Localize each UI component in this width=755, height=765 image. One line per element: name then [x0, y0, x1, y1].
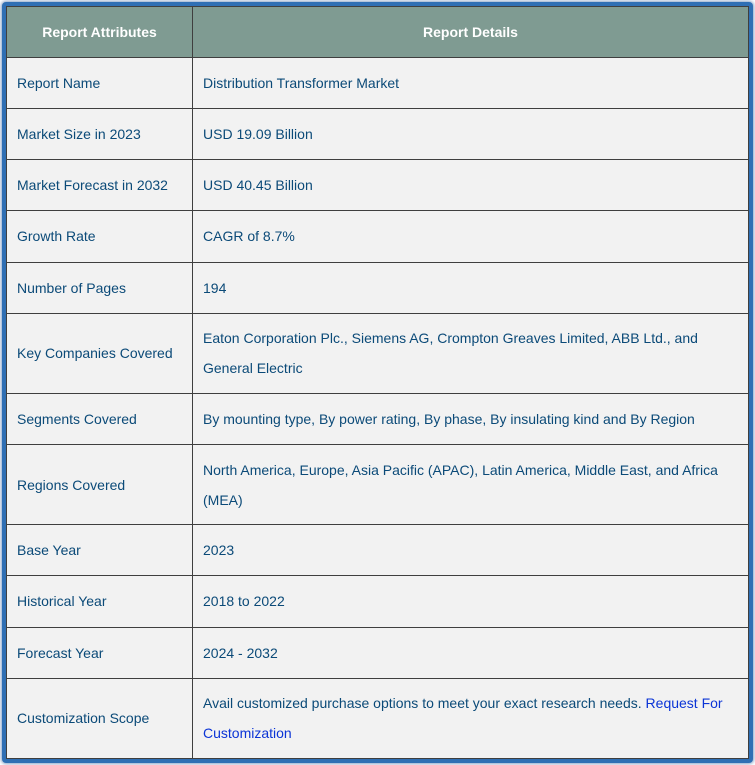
report-attributes-table	[6, 6, 749, 759]
attribute-cell: Segments Covered	[7, 393, 193, 444]
attribute-cell: Customization Scope	[7, 678, 193, 758]
table-row	[7, 109, 749, 160]
table-row	[7, 211, 749, 262]
attribute-cell: Regions Covered	[7, 445, 193, 525]
detail-cell: 2018 to 2022	[193, 576, 749, 627]
detail-cell: Eaton Corporation Plc., Siemens AG, Crompton Greaves Limited, ABB Ltd., and General Electric	[193, 313, 749, 393]
detail-cell: 2023	[193, 525, 749, 576]
customization-text: Avail customized purchase options to meet your exact research needs.	[203, 695, 642, 712]
attribute-cell: Market Forecast in 2032	[7, 160, 193, 211]
detail-cell: CAGR of 8.7%	[193, 211, 749, 262]
table-row	[7, 445, 749, 525]
attribute-cell: Key Companies Covered	[7, 313, 193, 393]
attribute-cell: Forecast Year	[7, 627, 193, 678]
table-row	[7, 393, 749, 444]
report-table-frame	[2, 2, 753, 763]
detail-cell: USD 19.09 Billion	[193, 109, 749, 160]
table-row	[7, 313, 749, 393]
attribute-cell: Market Size in 2023	[7, 109, 193, 160]
attribute-cell: Number of Pages	[7, 262, 193, 313]
attribute-cell: Base Year	[7, 525, 193, 576]
detail-cell: 2024 - 2032	[193, 627, 749, 678]
detail-cell: By mounting type, By power rating, By phase, By insulating kind and By Region	[193, 393, 749, 444]
detail-cell	[193, 678, 749, 758]
table-row	[7, 262, 749, 313]
detail-cell: North America, Europe, Asia Pacific (APAC), Latin America, Middle East, and Africa (MEA)	[193, 445, 749, 525]
attribute-cell: Growth Rate	[7, 211, 193, 262]
attribute-cell: Historical Year	[7, 576, 193, 627]
detail-cell: 194	[193, 262, 749, 313]
table-row	[7, 576, 749, 627]
attribute-cell: Report Name	[7, 58, 193, 109]
request-customization-link[interactable]: Request For Customization	[203, 695, 723, 742]
header-report-details: Report Details	[193, 7, 749, 58]
table-row	[7, 58, 749, 109]
detail-cell: USD 40.45 Billion	[193, 160, 749, 211]
table-row	[7, 160, 749, 211]
table-header-row	[7, 7, 749, 58]
table-row	[7, 525, 749, 576]
table-row	[7, 678, 749, 758]
header-report-attributes: Report Attributes	[7, 7, 193, 58]
detail-cell: Distribution Transformer Market	[193, 58, 749, 109]
table-row	[7, 627, 749, 678]
